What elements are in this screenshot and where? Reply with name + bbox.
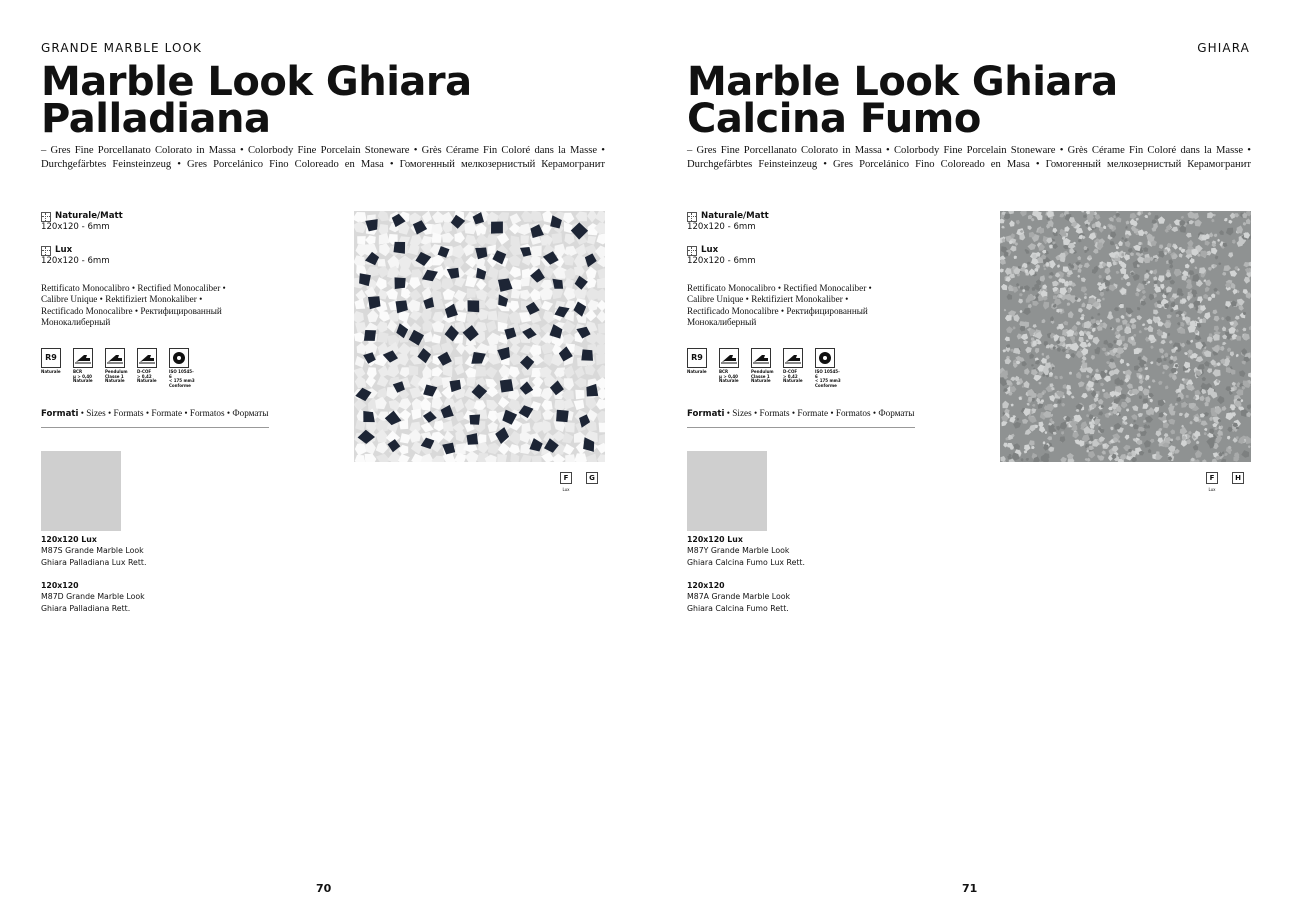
finish-size: 120x120 - 6mm: [41, 256, 110, 266]
material-description: – Gres Fine Porcellanato Colorato in Massa • Colorbody Fine Porcelain Stoneware • Grès Cérame Fin Coloré dans la Masse • Durchgefärbtes Feinsteinzeug • Gres Porcelánico Fino Coloreado en Masa • Гомогенный мелкозернистый Керамогранит: [41, 145, 605, 170]
format-swatch: [41, 451, 121, 531]
iso-disc-icon: [815, 348, 835, 368]
badge-bcr: [719, 348, 745, 388]
title-line-2: Palladiana: [41, 96, 271, 142]
page-right: [646, 0, 1291, 920]
badge-caption: Naturale: [41, 369, 61, 374]
product-code: M87D Grande Marble Look: [41, 592, 145, 602]
finish-size: 120x120 - 6mm: [41, 222, 110, 232]
badge-caption: BCR µ > 0,40 Naturale: [719, 369, 739, 384]
product-code: M87S Grande Marble Look: [41, 546, 144, 556]
badge-caption: ISO 10545-6 < 175 mm3 Conforme: [169, 369, 195, 388]
running-header: GRANDE MARBLE LOOK: [41, 41, 203, 55]
badge-r9: [41, 348, 67, 388]
product-size: 120x120 Lux: [687, 535, 743, 544]
formats-heading: [687, 408, 915, 428]
product-title: [687, 59, 1247, 142]
badge-bcr: [73, 348, 99, 388]
rectified-note: Rettificato Monocalibro • Rectified Monocaliber • Calibre Unique • Rektifiziert Monokaliber • Rectificado Monocalibre • Ректифицированный Монокалиберный: [687, 283, 872, 328]
product-name: Ghiara Palladiana Rett.: [41, 603, 131, 613]
product-code-matt: [687, 580, 887, 614]
badge-pendulum: [105, 348, 131, 388]
product-code: M87Y Grande Marble Look: [687, 546, 790, 556]
title-line-2: Calcina Fumo: [687, 96, 981, 142]
r9-icon: R9: [41, 348, 61, 368]
tile-image-terrazzo: [1000, 211, 1251, 462]
certification-badges: [687, 348, 847, 388]
formats-translations: • Sizes • Formats • Formate • Formatos • Форматы: [724, 408, 915, 418]
product-name: Ghiara Palladiana Lux Rett.: [41, 557, 147, 567]
finish-naturale: [41, 211, 123, 233]
tag-g: G: [580, 465, 604, 492]
bcr-shoe-icon: [719, 348, 739, 368]
surface-finish-icon: [687, 212, 697, 222]
tile-image-palladiana: [354, 211, 605, 462]
badge-dcof: [137, 348, 163, 388]
finish-name: Naturale/Matt: [701, 211, 769, 221]
bcr-shoe-icon: [73, 348, 93, 368]
page-number: 70: [316, 882, 332, 895]
badge-caption: Naturale: [687, 369, 707, 374]
badge-r9: [687, 348, 713, 388]
pendulum-shoe-icon: [105, 348, 125, 368]
dcof-shoe-icon: [137, 348, 157, 368]
product-name: Ghiara Calcina Fumo Lux Rett.: [687, 557, 805, 567]
product-code-lux: [41, 534, 241, 568]
finish-name: Lux: [701, 245, 719, 255]
finish-size: 120x120 - 6mm: [687, 222, 756, 232]
badge-caption: Pendulum Classe 1 Naturale: [751, 369, 774, 384]
badge-iso: [815, 348, 841, 388]
product-size: 120x120 Lux: [41, 535, 97, 544]
finish-naturale: [687, 211, 769, 233]
r9-icon: R9: [687, 348, 707, 368]
badge-caption: Pendulum Classe 1 Naturale: [105, 369, 128, 384]
format-swatch: [687, 451, 767, 531]
formats-bold: Formati: [687, 409, 725, 419]
finish-name: Naturale/Matt: [55, 211, 123, 221]
shade-tags: [552, 465, 604, 492]
finish-lux: [41, 245, 110, 267]
rectified-note: Rettificato Monocalibro • Rectified Monocaliber • Calibre Unique • Rektifiziert Monokaliber • Rectificado Monocalibre • Ректифицированный Монокалиберный: [41, 283, 226, 328]
product-name: Ghiara Calcina Fumo Rett.: [687, 603, 789, 613]
tag-h: H: [1226, 465, 1250, 492]
iso-disc-icon: [169, 348, 189, 368]
product-code-lux: [687, 534, 887, 568]
title-line-1: Marble Look Ghiara: [41, 59, 472, 105]
material-description: – Gres Fine Porcellanato Colorato in Massa • Colorbody Fine Porcelain Stoneware • Grès Cérame Fin Coloré dans la Masse • Durchgefärbtes Feinsteinzeug • Gres Porcelánico Fino Coloreado en Masa • Гомогенный мелкозернистый Керамогранит: [687, 145, 1251, 170]
dcof-shoe-icon: [783, 348, 803, 368]
running-header: GHIARA: [1197, 41, 1250, 55]
surface-finish-icon: [41, 246, 51, 256]
badge-iso: [169, 348, 195, 388]
badge-caption: BCR µ > 0,40 Naturale: [73, 369, 93, 384]
finish-size: 120x120 - 6mm: [687, 256, 756, 266]
badge-pendulum: [751, 348, 777, 388]
badge-caption: D-COF > 0,42 Naturale: [783, 369, 803, 384]
formats-bold: Formati: [41, 409, 79, 419]
pendulum-shoe-icon: [751, 348, 771, 368]
shade-tags: [1198, 465, 1250, 492]
surface-finish-icon: [41, 212, 51, 222]
product-size: 120x120: [41, 581, 79, 590]
formats-heading: [41, 408, 269, 428]
badge-caption: ISO 10545-6 < 175 mm3 Conforme: [815, 369, 841, 388]
finish-name: Lux: [55, 245, 73, 255]
product-code: M87A Grande Marble Look: [687, 592, 791, 602]
product-title: [41, 59, 601, 142]
page-number: 71: [962, 882, 978, 895]
finish-lux: [687, 245, 756, 267]
page-left: [0, 0, 645, 920]
title-line-1: Marble Look Ghiara: [687, 59, 1118, 105]
tag-f: F Lux: [1200, 465, 1224, 492]
certification-badges: [41, 348, 201, 388]
badge-caption: D-COF > 0,42 Naturale: [137, 369, 157, 384]
product-size: 120x120: [687, 581, 725, 590]
surface-finish-icon: [687, 246, 697, 256]
tag-f: F Lux: [554, 465, 578, 492]
badge-dcof: [783, 348, 809, 388]
formats-translations: • Sizes • Formats • Formate • Formatos • Форматы: [78, 408, 269, 418]
product-code-matt: [41, 580, 241, 614]
